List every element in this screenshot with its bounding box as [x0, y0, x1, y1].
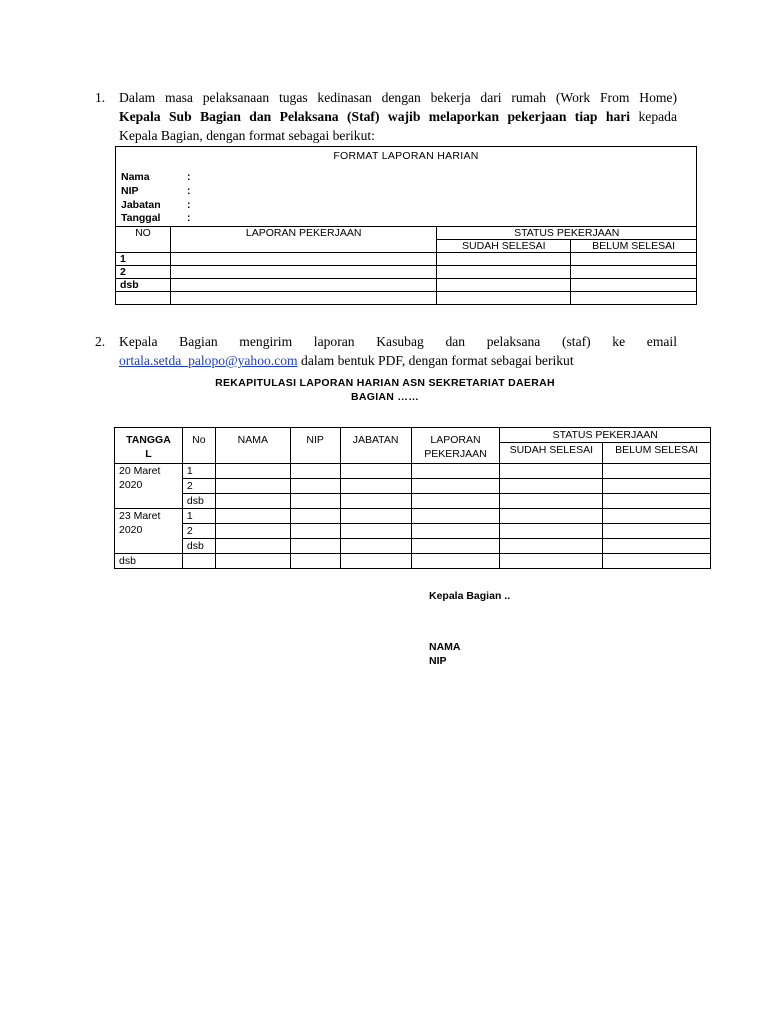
row-number: dsb [116, 279, 171, 292]
field-tanggal [121, 212, 691, 226]
header-text: TANGGA [126, 434, 171, 446]
instruction-line [119, 351, 677, 370]
recap-table [114, 427, 711, 569]
list-number: 1. [95, 90, 106, 105]
column-header-belum: BELUM SELESAI [571, 240, 697, 253]
table-header-block [116, 147, 697, 227]
email-link[interactable]: ortala.setda_palopo@yahoo.com [119, 353, 298, 368]
column-header-sudah: SUDAH SELESAI [437, 240, 571, 253]
column-header-nama: NAMA [215, 428, 290, 464]
list-number: 2. [95, 334, 106, 349]
header-text: PEKERJAAN [424, 448, 487, 460]
instruction-line: Dalam masa pelaksanaan tugas kedinasan dengan bekerja dari rumah (Work From Home) [119, 90, 677, 105]
date-text: 20 Maret [119, 465, 161, 477]
table-row [116, 253, 697, 266]
table-row [115, 554, 711, 569]
column-header-laporan: LAPORAN PEKERJAAN [170, 227, 436, 253]
instruction-emphasis: Kepala Sub Bagian dan Pelaksana (Staf) wajib melaporkan pekerjaan tiap hari [119, 109, 631, 124]
column-header-belum: BELUM SELESAI [603, 443, 711, 464]
field-label: Tanggal [121, 212, 161, 225]
field-jabatan [121, 199, 691, 213]
instruction-text: dalam bentuk PDF, dengan format sebagai berikut [297, 353, 574, 368]
row-number: 1 [182, 464, 215, 479]
signature-nip: NIP [429, 655, 447, 667]
instruction-line: Kepala Bagian, dengan format sebagai berikut: [119, 128, 375, 143]
column-header-status: STATUS PEKERJAAN [437, 227, 697, 240]
column-header-laporan [411, 428, 500, 464]
header-text: LAPORAN [430, 434, 481, 446]
recap-subtitle: BAGIAN …… [350, 391, 420, 403]
date-cell [115, 464, 183, 509]
row-number: 2 [116, 266, 171, 279]
column-header-status: STATUS PEKERJAAN [500, 428, 711, 443]
daily-report-format-table [115, 146, 697, 305]
row-number: dsb [182, 494, 215, 509]
table-row [116, 292, 697, 305]
field-separator: : [187, 212, 191, 225]
table-row [115, 539, 711, 554]
signature-title: Kepala Bagian .. [429, 590, 511, 602]
row-number: 1 [116, 253, 171, 266]
date-text: 23 Maret [119, 510, 161, 522]
table-row [116, 279, 697, 292]
table-row [115, 524, 711, 539]
field-nip [121, 185, 691, 199]
date-text: 2020 [119, 524, 143, 536]
column-header-no: NO [116, 227, 171, 253]
row-number: 1 [182, 509, 215, 524]
table-row [115, 479, 711, 494]
column-header-nip: NIP [290, 428, 340, 464]
field-label: Nama [121, 171, 150, 183]
column-header-sudah: SUDAH SELESAI [500, 443, 603, 464]
row-number: 2 [182, 524, 215, 539]
header-text: L [145, 448, 152, 460]
row-number: 2 [182, 479, 215, 494]
row-label: dsb [115, 554, 183, 569]
field-label: NIP [121, 184, 139, 197]
row-number [116, 292, 171, 305]
table-title: FORMAT LAPORAN HARIAN [333, 150, 479, 162]
field-label: Jabatan [121, 198, 161, 211]
field-separator: : [187, 184, 191, 197]
instruction-text: kepada [630, 109, 678, 124]
column-header-tanggal [115, 428, 183, 464]
column-header-jabatan: JABATAN [340, 428, 411, 464]
field-nama [121, 171, 691, 185]
row-number: dsb [182, 539, 215, 554]
date-text: 2020 [119, 479, 143, 491]
table-row [116, 266, 697, 279]
instruction-line [119, 107, 677, 126]
date-cell [115, 509, 183, 554]
column-header-no: No [182, 428, 215, 464]
table-row [115, 464, 711, 479]
table-row [115, 509, 711, 524]
field-separator: : [187, 198, 191, 211]
signature-name: NAMA [429, 641, 461, 653]
table-row [115, 494, 711, 509]
field-separator: : [187, 171, 191, 183]
instruction-line: Kepala Bagian mengirim laporan Kasubag dan pelaksana (staf) ke email [119, 334, 677, 349]
recap-title: REKAPITULASI LAPORAN HARIAN ASN SEKRETARIAT DAERAH [215, 377, 555, 389]
